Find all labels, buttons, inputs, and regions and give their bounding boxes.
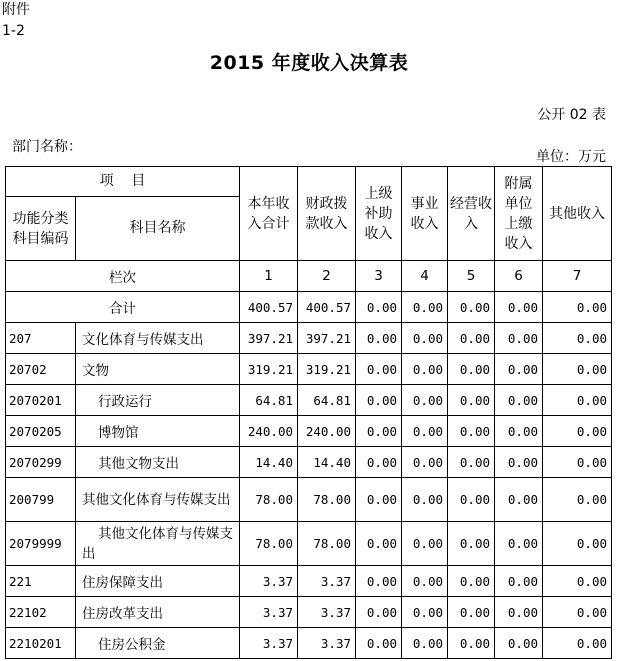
cell-value: 78.00 bbox=[240, 522, 298, 566]
header-subject-name: 科目名称 bbox=[76, 197, 240, 261]
cell-value: 0.00 bbox=[356, 522, 402, 566]
function-code: 207 bbox=[6, 323, 76, 354]
column-number: 5 bbox=[448, 261, 495, 292]
attachment-line-2: 1-2 bbox=[2, 23, 25, 39]
table-row bbox=[6, 522, 612, 566]
function-code: 22102 bbox=[6, 597, 76, 628]
cell-value: 3.37 bbox=[240, 628, 298, 659]
table-row bbox=[6, 354, 612, 385]
cell-value: 0.00 bbox=[495, 354, 543, 385]
cell-value: 240.00 bbox=[240, 416, 298, 447]
column-number: 1 bbox=[240, 261, 298, 292]
cell-value: 0.00 bbox=[356, 597, 402, 628]
cell-value: 78.00 bbox=[240, 478, 298, 522]
table-row bbox=[6, 628, 612, 659]
cell-value: 0.00 bbox=[495, 628, 543, 659]
header-item: 项 目 bbox=[6, 167, 240, 197]
cell-value: 0.00 bbox=[356, 478, 402, 522]
cell-value: 0.00 bbox=[495, 597, 543, 628]
subject-name: 行政运行 bbox=[76, 385, 240, 416]
cell-value: 0.00 bbox=[495, 566, 543, 597]
cell-value: 0.00 bbox=[543, 566, 612, 597]
cell-value: 0.00 bbox=[448, 354, 495, 385]
table-row bbox=[6, 323, 612, 354]
function-code: 2070201 bbox=[6, 385, 76, 416]
total-value: 0.00 bbox=[448, 292, 495, 323]
cell-value: 0.00 bbox=[543, 628, 612, 659]
cell-value: 0.00 bbox=[495, 323, 543, 354]
column-number: 3 bbox=[356, 261, 402, 292]
cell-value: 0.00 bbox=[402, 566, 448, 597]
header-superior-subsidy: 上级补助收入 bbox=[356, 167, 402, 261]
attachment-line-1: 附件 bbox=[2, 2, 30, 18]
header-operating-income: 经营收入 bbox=[448, 167, 495, 261]
cell-value: 0.00 bbox=[356, 385, 402, 416]
cell-value: 14.40 bbox=[298, 447, 356, 478]
total-value: 0.00 bbox=[402, 292, 448, 323]
cell-value: 0.00 bbox=[448, 385, 495, 416]
header-business-income: 事业收入 bbox=[402, 167, 448, 261]
cell-value: 64.81 bbox=[240, 385, 298, 416]
cell-value: 3.37 bbox=[298, 566, 356, 597]
table-row bbox=[6, 597, 612, 628]
function-code: 20702 bbox=[6, 354, 76, 385]
header-fiscal-appropriation: 财政拨款收入 bbox=[298, 167, 356, 261]
subject-name: 博物馆 bbox=[76, 416, 240, 447]
cell-value: 3.37 bbox=[240, 597, 298, 628]
attachment-label bbox=[2, 0, 30, 42]
cell-value: 0.00 bbox=[543, 354, 612, 385]
function-code: 2210201 bbox=[6, 628, 76, 659]
header-total-income: 本年收入合计 bbox=[240, 167, 298, 261]
cell-value: 0.00 bbox=[495, 385, 543, 416]
cell-value: 14.40 bbox=[240, 447, 298, 478]
subject-name: 住房保障支出 bbox=[76, 566, 240, 597]
function-code: 2070205 bbox=[6, 416, 76, 447]
cell-value: 397.21 bbox=[298, 323, 356, 354]
cell-value: 319.21 bbox=[298, 354, 356, 385]
cell-value: 0.00 bbox=[448, 597, 495, 628]
cell-value: 3.37 bbox=[298, 597, 356, 628]
cell-value: 0.00 bbox=[448, 478, 495, 522]
cell-value: 0.00 bbox=[495, 447, 543, 478]
cell-value: 0.00 bbox=[402, 597, 448, 628]
cell-value: 0.00 bbox=[543, 478, 612, 522]
cell-value: 0.00 bbox=[543, 323, 612, 354]
subject-name: 住房改革支出 bbox=[76, 597, 240, 628]
function-code: 2079999 bbox=[6, 522, 76, 566]
total-value: 0.00 bbox=[543, 292, 612, 323]
row-index-label: 栏次 bbox=[6, 261, 240, 292]
total-value: 400.57 bbox=[240, 292, 298, 323]
cell-value: 0.00 bbox=[402, 628, 448, 659]
column-number: 6 bbox=[495, 261, 543, 292]
cell-value: 319.21 bbox=[240, 354, 298, 385]
table-row bbox=[6, 447, 612, 478]
public-table-code: 公开 02 表 bbox=[537, 107, 606, 123]
cell-value: 3.37 bbox=[298, 628, 356, 659]
header-other-income: 其他收入 bbox=[543, 167, 612, 261]
cell-value: 0.00 bbox=[495, 522, 543, 566]
cell-value: 0.00 bbox=[402, 416, 448, 447]
cell-value: 0.00 bbox=[402, 385, 448, 416]
cell-value: 0.00 bbox=[448, 628, 495, 659]
cell-value: 0.00 bbox=[402, 447, 448, 478]
total-value: 0.00 bbox=[356, 292, 402, 323]
cell-value: 3.37 bbox=[240, 566, 298, 597]
column-number: 7 bbox=[543, 261, 612, 292]
income-final-accounts-table bbox=[5, 166, 612, 659]
total-value: 0.00 bbox=[495, 292, 543, 323]
total-value: 400.57 bbox=[298, 292, 356, 323]
cell-value: 240.00 bbox=[298, 416, 356, 447]
cell-value: 0.00 bbox=[402, 478, 448, 522]
table-row bbox=[6, 478, 612, 522]
column-number: 2 bbox=[298, 261, 356, 292]
header-row-1 bbox=[6, 167, 612, 197]
header-affiliated-income: 附属单位上缴收入 bbox=[495, 167, 543, 261]
subject-name: 文物 bbox=[76, 354, 240, 385]
table-row bbox=[6, 385, 612, 416]
function-code: 2070299 bbox=[6, 447, 76, 478]
cell-value: 0.00 bbox=[448, 566, 495, 597]
cell-value: 0.00 bbox=[402, 323, 448, 354]
cell-value: 0.00 bbox=[356, 628, 402, 659]
cell-value: 0.00 bbox=[448, 416, 495, 447]
cell-value: 0.00 bbox=[356, 416, 402, 447]
total-row bbox=[6, 292, 612, 323]
cell-value: 78.00 bbox=[298, 522, 356, 566]
cell-value: 0.00 bbox=[356, 566, 402, 597]
column-number: 4 bbox=[402, 261, 448, 292]
cell-value: 0.00 bbox=[448, 522, 495, 566]
total-label: 合计 bbox=[6, 292, 240, 323]
cell-value: 0.00 bbox=[356, 323, 402, 354]
cell-value: 78.00 bbox=[298, 478, 356, 522]
cell-value: 0.00 bbox=[356, 354, 402, 385]
cell-value: 0.00 bbox=[402, 522, 448, 566]
header-function-code: 功能分类科目编码 bbox=[6, 197, 76, 261]
department-label: 部门名称： bbox=[12, 139, 82, 155]
cell-value: 64.81 bbox=[298, 385, 356, 416]
column-index-row bbox=[6, 261, 612, 292]
cell-value: 397.21 bbox=[240, 323, 298, 354]
cell-value: 0.00 bbox=[495, 416, 543, 447]
subject-name: 住房公积金 bbox=[76, 628, 240, 659]
table-row bbox=[6, 566, 612, 597]
table-row bbox=[6, 416, 612, 447]
cell-value: 0.00 bbox=[402, 354, 448, 385]
cell-value: 0.00 bbox=[543, 447, 612, 478]
cell-value: 0.00 bbox=[543, 385, 612, 416]
cell-value: 0.00 bbox=[543, 416, 612, 447]
subject-name: 其他文化体育与传媒支出 bbox=[76, 478, 240, 522]
cell-value: 0.00 bbox=[356, 447, 402, 478]
subject-name: 其他文化体育与传媒支出 bbox=[76, 522, 240, 566]
page-title: 2015 年度收入决算表 bbox=[209, 52, 409, 74]
unit-label: 单位：万元 bbox=[536, 149, 606, 165]
cell-value: 0.00 bbox=[543, 597, 612, 628]
function-code: 221 bbox=[6, 566, 76, 597]
cell-value: 0.00 bbox=[448, 323, 495, 354]
subject-name: 文化体育与传媒支出 bbox=[76, 323, 240, 354]
subject-name: 其他文物支出 bbox=[76, 447, 240, 478]
function-code: 200799 bbox=[6, 478, 76, 522]
cell-value: 0.00 bbox=[495, 478, 543, 522]
cell-value: 0.00 bbox=[448, 447, 495, 478]
cell-value: 0.00 bbox=[543, 522, 612, 566]
